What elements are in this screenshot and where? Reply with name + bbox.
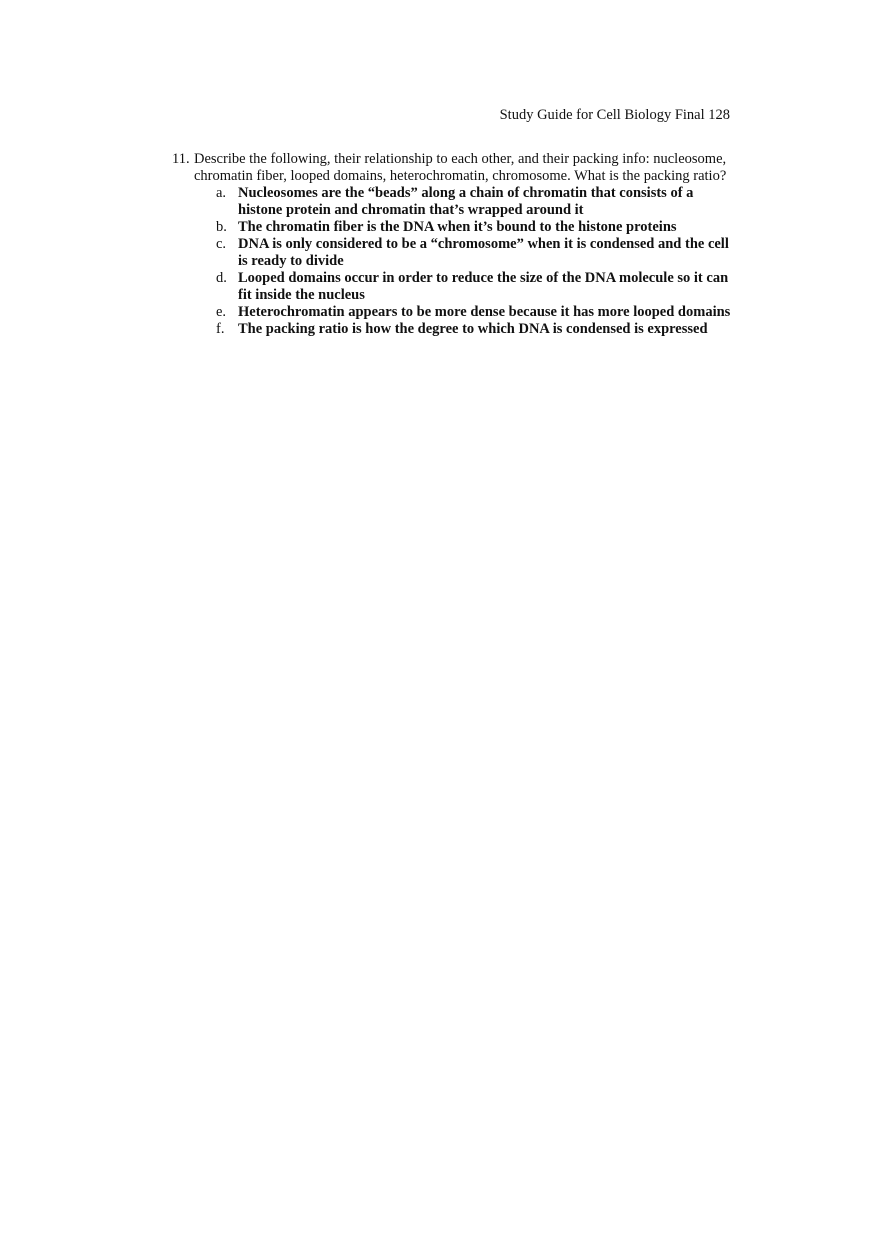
answer-letter: e.: [216, 304, 227, 320]
answer-item-b: [216, 219, 732, 236]
answer-text: The packing ratio is how the degree to which DNA is condensed is expressed: [238, 321, 708, 337]
question-block: [172, 151, 732, 338]
answer-item-f: [216, 321, 732, 338]
answer-letter: b.: [216, 219, 227, 235]
answer-text: The chromatin fiber is the DNA when it’s bound to the histone proteins: [238, 219, 677, 235]
answer-text: Nucleosomes are the “beads” along a chain of chromatin that consists of a histone protein and chromatin that’s wrapped around it: [238, 185, 694, 218]
answer-letter: a.: [216, 185, 227, 201]
page-header: Study Guide for Cell Biology Final 128: [499, 107, 730, 123]
answer-list: [172, 185, 732, 338]
answer-letter: d.: [216, 270, 227, 286]
answer-text: Looped domains occur in order to reduce the size of the DNA molecule so it can fit inside the nucleus: [238, 270, 729, 303]
question-number: 11.: [172, 151, 190, 167]
answer-item-c: [216, 236, 732, 270]
answer-text: DNA is only considered to be a “chromosome” when it is condensed and the cell is ready to divide: [238, 236, 729, 269]
question-text: Describe the following, their relationship to each other, and their packing info: nucleosome, chromatin fiber, looped domains, heterochromatin, chromosome. What is the packing ratio?: [194, 151, 727, 184]
answer-letter: c.: [216, 236, 227, 252]
question-line: [172, 151, 732, 185]
answer-letter: f.: [216, 321, 225, 337]
answer-item-e: [216, 304, 732, 321]
answer-text: Heterochromatin appears to be more dense because it has more looped domains: [238, 304, 731, 320]
answer-item-a: [216, 185, 732, 219]
answer-item-d: [216, 270, 732, 304]
